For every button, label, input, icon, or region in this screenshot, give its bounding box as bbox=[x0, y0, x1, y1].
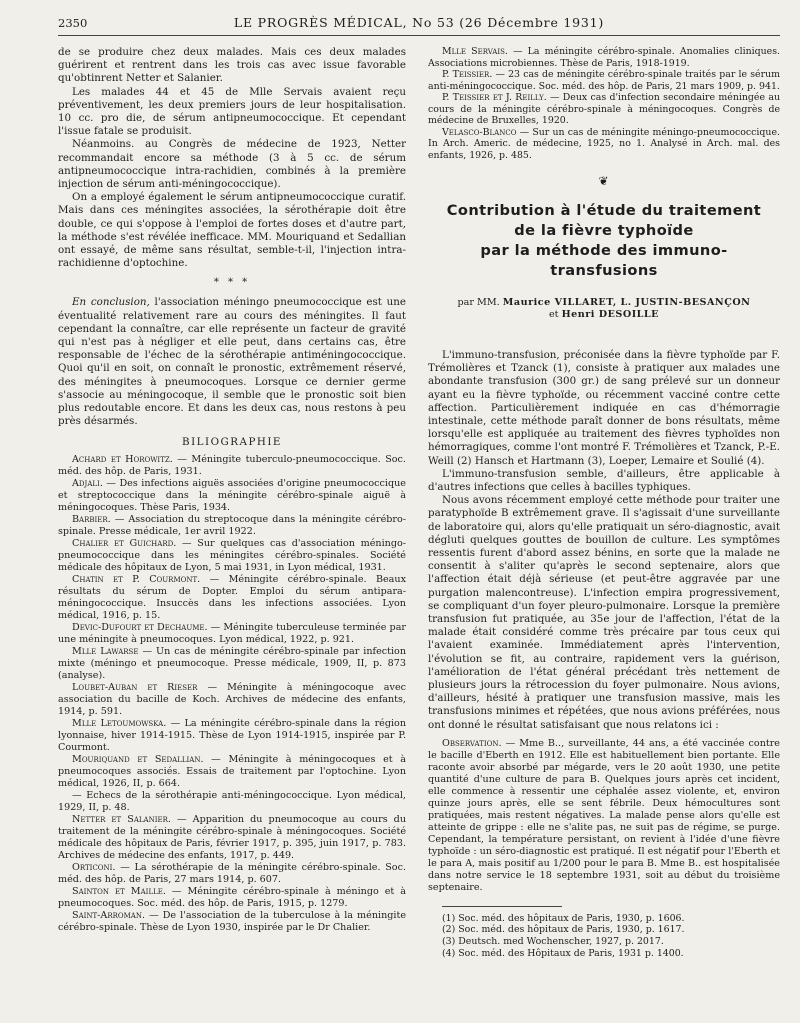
bibliography-author: Chalier et Guichard. bbox=[72, 538, 177, 550]
footnote: (1) Soc. méd. des hôpitaux de Paris, 1930, p. 1606. bbox=[442, 912, 685, 924]
paragraph: Les malades 44 et 45 de Mlle Servais avaient reçu préventivement, les deux premiers jours de leur hospitalisation. 10 cc. pro die, de sérum antipneumococcique. Et cependant l'issue fatale se produisit. bbox=[58, 85, 406, 138]
bibliography-author: Loubet-Auban et Rieser bbox=[72, 682, 198, 694]
bibliography-entry bbox=[58, 622, 406, 646]
article-title-line-2: de la fièvre typhoïde bbox=[514, 222, 694, 239]
bibliography-author: Orticoni. bbox=[72, 862, 116, 874]
bibliography-entry bbox=[58, 682, 406, 718]
paragraph: Néanmoins. au Congrès de médecine de 1923, Netter recommandait encore sa méthode (3 à 5 cc. de sérum antipneumococcique intra-rachidien, combinés à la première injection de sérum anti-méningococcique). bbox=[58, 138, 406, 191]
observation-text: — Mme B.., surveillante, 44 ans, a été vaccinée contre le bacille d'Eberth en 1912. Elle est habituellement bien portante. Elle raconte avoir absorbé par mégarde, vers le 20 août 1930, une petite quantité d'une culture de para B. Quelques jours après cet incident, elle commence à ressentir une céphalée assez violente, et, environ quinze jours après, elle se sent fébrile. Deux hémocultures sont pratiquées, mais restent négatives. La malade pense alors qu'elle est atteinte de grippe : elle ne s'alite pas, ne suit pas de régime, se purge. Cependant, la température persistant, on revient à l'idée d'une fièvre typhoïde : un séro-diagnostic est pratiqué. Il est négatif pour l'Eberth et le para A, mais positif au 1/200 pour le para B. Mme B.. est hospitalisée dans notre service le 18 septembre 1931, soit au début du troisième septenaire. bbox=[428, 737, 780, 893]
bibliography-entry bbox=[428, 46, 780, 69]
footnote-rule bbox=[442, 906, 562, 907]
bibliography-text: — Méningite cérébro-spinale à méningo et à pneumocoques. Soc. méd. des hôp. de Paris, 1915, p. 1279. bbox=[58, 886, 406, 910]
paragraph: On a employé également le sérum antipneumococcique curatif. Mais dans ces méningites associées, la sérothérapie doit être double, ce qui s'oppose à l'emploi de fortes doses et d'autre part, la méthode s'est révélée inefficace. MM. Mouriquand et Sedallian ont essayé, de même sans résultat, semble-t-il, l'injection intra-rachidienne d'optochine. bbox=[58, 191, 406, 270]
left-column bbox=[58, 46, 406, 981]
bibliography-heading: BILIOGRAPHIE bbox=[182, 436, 282, 449]
bibliography-text: — Echecs de la sérothérapie anti-méningococcique. Lyon médical, 1929, II, p. 48. bbox=[58, 790, 406, 814]
bibliography-entry bbox=[58, 478, 406, 514]
bibliography-author: Mlle Servais. bbox=[442, 46, 508, 57]
bibliography-author: P. Teissier. bbox=[442, 69, 493, 80]
journal-title: LE PROGRÈS MÉDICAL, No 53 (26 Décembre 1931) bbox=[233, 15, 605, 30]
article-authors-last bbox=[428, 309, 780, 321]
bibliography-text: — De l'association de la tuberculose à la méningite cérébro-spinale. Thèse de Lyon 1930, inspirée par le Dr Chalier. bbox=[58, 910, 406, 934]
bibliography-entry bbox=[58, 646, 406, 682]
bibliography-author: Devic-Dufourt et Dechaume. bbox=[72, 622, 208, 634]
right-column bbox=[428, 46, 780, 981]
bibliography-author: Mlle Letoumowska. bbox=[72, 718, 167, 730]
bibliography-text: — Méningite tuberculeuse terminée par une méningite à pneumocoques. Lyon médical, 1922, p. 921. bbox=[58, 622, 406, 646]
conclusion-label: En conclusion, bbox=[72, 296, 150, 309]
bibliography-entry bbox=[58, 538, 406, 574]
bibliography-text: — Méningite tuberculo-pneumococcique. Soc. méd. des hôp. de Paris, 1931. bbox=[58, 454, 406, 478]
bibliography-entry bbox=[428, 127, 780, 162]
bibliography-entry bbox=[58, 862, 406, 886]
paragraph: de se produire chez deux malades. Mais ces deux malades guérirent et rentrent dans les trois cas avec issue favorable qu'obtinrent Netter et Salanier. bbox=[58, 46, 406, 85]
paragraph: Nous avons récemment employé cette méthode pour traiter une paratyphoïde B extrêmement grave. Il s'agissait d'une surveillante de laboratoire qui, alors qu'elle pratiquait un séro-diagnostic, avait dégluti quelques gouttes de bouillon de culture. Les symptômes ressentis furent d'abord assez bénins, en sorte que la malade ne consentit à s'aliter qu'après le second septenaire, alors que l'affection était déjà sérieuse (et peut-être aggravée par une purgation malencontreuse). L'infection empira progressivement, se compliquant d'un foyer pleuro-pulmonaire. Lorsque la première transfusion fut pratiquée, au 35e jour de l'affection, l'état de la malade était considéré comme très précaire par tous ceux qui l'avaient examinée. Immédiatement après l'intervention, l'évolution se fit, au contraire, rapidement vers la guérison, l'amélioration de l'état général précédant très nettement de plusieurs jours la rétrocession du foyer pulmonaire. Nous avions, d'ailleurs, hésité à pratiquer une transfusion massive, mais les transfusions minimes et répétées, que nous avions préférées, nous ont donné le résultat satisfaisant que nous relatons ici : bbox=[428, 494, 780, 731]
bibliography-entry bbox=[58, 514, 406, 538]
bibliography-list-continued bbox=[428, 46, 780, 161]
observation-label: Observation. bbox=[442, 737, 502, 749]
bibliography-entry bbox=[58, 886, 406, 910]
authors-names: Maurice VILLARET, L. JUSTIN-BESANÇON bbox=[502, 297, 751, 308]
bibliography-entry bbox=[58, 718, 406, 754]
bibliography-list bbox=[58, 454, 406, 934]
bibliography-text: — La méningite cérébro-spinale. Anomalies cliniques. Associations microbiennes. Thèse de Paris, 1918-1919. bbox=[428, 46, 780, 69]
observation-paragraph bbox=[428, 738, 780, 894]
ornament-divider: ❦ bbox=[598, 174, 610, 188]
bibliography-text: — 23 cas de méningite cérébro-spinale traités par le sérum anti-méningococcique. Soc. méd. des hôp. de Paris, 21 mars 1909, p. 941. bbox=[428, 69, 780, 92]
bibliography-author: P. Teissier et J. Reilly. bbox=[442, 92, 547, 103]
header-rule bbox=[58, 35, 780, 36]
page-number: 2350 bbox=[58, 16, 88, 30]
bibliography-author: Sainton et Maille. bbox=[72, 886, 166, 898]
bibliography-author: Barbier. bbox=[72, 514, 111, 526]
bibliography-author: Chatin et P. Courmont. bbox=[72, 574, 201, 586]
page-header bbox=[58, 14, 780, 32]
conclusion-text: l'association méningo pneumococcique est une éventualité relativement rare au cours des méningites. Il faut cependant la connaître, car elle représente un facteur de gravité qui n'est pas à négliger et elle peut, dans certains cas, être responsable de l'échec de la sérothérapie antiméningococcique. Quoi qu'il en soit, on connaît le pronostic, extrêmement réservé, des méningites à pneumocoques. Lorsque ce dernier germe s'associe au méningocoque, il semble que le pronostic soit bien plus redoutable encore. Et dans les deux cas, nous restons à peu près désarmés. bbox=[58, 296, 406, 428]
bibliography-text: — Sur un cas de méningite méningo-pneumococcique. In Arch. Americ. de médecine, 1925, no 1. Analysé in Arch. mal. des enfants, 1926, p. 485. bbox=[428, 126, 780, 161]
conclusion-paragraph bbox=[58, 296, 406, 428]
bibliography-entry bbox=[58, 790, 406, 814]
bibliography-author: Mlle Lawarse bbox=[72, 646, 139, 658]
bibliography-text: — Méningite à méningocoques et à pneumocoques associés. Essais de traitement par l'optochine. Lyon médical, 1926, II, p. 664. bbox=[58, 754, 406, 790]
article-title-line-1: Contribution à l'étude du traitement bbox=[446, 202, 762, 219]
authors-prefix: par MM. bbox=[457, 297, 500, 308]
bibliography-text: — La méningite cérébro-spinale dans la région lyonnaise, hiver 1914-1915. Thèse de Lyon 1914-1915, inspirée par P. Courmont. bbox=[58, 718, 406, 754]
bibliography-entry bbox=[58, 574, 406, 622]
bibliography-text: — Méningite cérébro-spinale. Beaux résultats du sérum de Dopter. Emploi du sérum antipara-méningococcique. Insuccès dans les infections associées. Lyon médical, 1916, p. 15. bbox=[58, 574, 406, 622]
bibliography-text: — Association du streptocoque dans la méningite cérébro-spinale. Presse médicale, 1er avril 1922. bbox=[58, 514, 406, 538]
footnote: (3) Deutsch. med Wochenscher, 1927, p. 2017. bbox=[442, 936, 664, 948]
bibliography-author: Mouriquand et Sedallian. bbox=[72, 754, 204, 766]
author-last: Henri DESOILLE bbox=[561, 309, 659, 320]
bibliography-author: Achard et Horowitz. bbox=[72, 454, 173, 466]
bibliography-author: Velasco-Blanco bbox=[442, 126, 517, 138]
bibliography-text: — La sérothérapie de la méningite cérébro-spinale. Soc. méd. des hôp. de Paris, 27 mars 1914, p. 607. bbox=[58, 862, 406, 886]
bibliography-text: — Sur quelques cas d'association méningo-pneumococcique dans les méningites cérébro-spinales. Société médicale des hôpitaux de Lyon, 5 mai 1931, in Lyon médical, 1931. bbox=[58, 538, 406, 574]
article-authors bbox=[428, 297, 780, 309]
bibliography-author: Adjali. bbox=[72, 478, 103, 490]
bibliography-entry bbox=[58, 814, 406, 862]
bibliography-entry bbox=[428, 69, 780, 92]
authors-join: et bbox=[548, 309, 559, 320]
bibliography-text: — Deux cas d'infection secondaire méningée au cours de la méningite cérébro-spinale à méningocoques. Congrès de médecine de Bruxelles, 1920. bbox=[428, 92, 780, 126]
footnote: (2) Soc. méd. des hôpitaux de Paris, 1930, p. 1617. bbox=[442, 924, 685, 936]
bibliography-entry bbox=[58, 754, 406, 790]
bibliography-entry bbox=[58, 910, 406, 934]
footnote: (4) Soc. méd. des Hôpitaux de Paris, 1931 p. 1400. bbox=[442, 947, 684, 959]
bibliography-text: — Un cas de méningite cérébro-spinale par infection mixte (méningo et pneumocoque. Presse médicale, 1909, II, p. 873 (analyse). bbox=[58, 646, 406, 682]
paragraph: L'immuno-transfusion semble, d'ailleurs, être applicable à d'autres infections que celles à bacilles typhiques. bbox=[428, 467, 780, 494]
bibliography-entry bbox=[58, 454, 406, 478]
bibliography-entry bbox=[428, 92, 780, 127]
bibliography-text: — Des infections aiguës associées d'origine pneumococcique et streptococcique dans la méningite cérébro-spinale aiguë à méningocoques. Thèse Paris, 1934. bbox=[58, 478, 406, 514]
bibliography-author: Netter et Salanier. bbox=[72, 814, 171, 826]
bibliography-text: — Méningite à méningocoque avec association du bacille de Koch. Archives de médecine des enfants, 1914, p. 591. bbox=[58, 682, 406, 718]
section-separator: * * * bbox=[213, 277, 251, 289]
article-title-line-3: par la méthode des immuno-transfusions bbox=[480, 242, 728, 279]
bibliography-text: — Apparition du pneumocoque au cours du traitement de la méningite cérébro-spinale à méningocoques. Société médicale des hôpitaux de Paris, février 1917, p. 395, juin 1917, p. 783. Archives de médecine des enfants, 1917, p. 449. bbox=[58, 814, 406, 862]
paragraph: L'immuno-transfusion, préconisée dans la fièvre typhoïde par F. Trémolières et Tzanck (1), consiste à pratiquer aux malades une abondante transfusion (300 gr.) de sang prélevé sur un donneur ayant eu la fièvre typhoïde, ou récemment vacciné contre cette affection. Particulièrement indiquée en cas d'hémorragie intestinale, cette méthode paraît donner de bons résultats, même lorsqu'elle est appliquée au traitement des fièvres typhoïdes non hémorragiques, comme l'ont montré F. Trémolières et Tzanck, P.-E. Weill (2) Hansch et Hartmann (3), Loeper, Lemaire et Soulié (4). bbox=[428, 349, 780, 467]
bibliography-author: Saint-Arroman. bbox=[72, 910, 146, 922]
